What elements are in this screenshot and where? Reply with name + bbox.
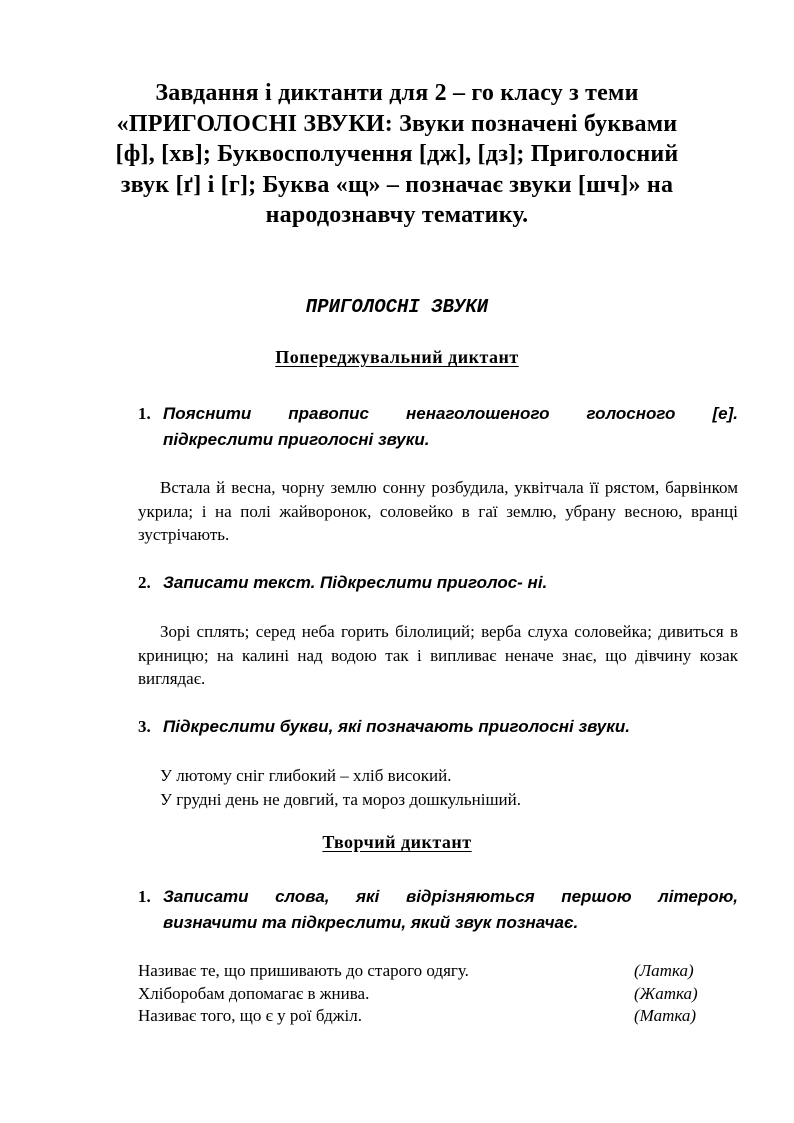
riddle-answer: (Жатка) [634,983,698,1003]
task-text-line2: визначити та підкреслити, який звук позначає. [163,913,579,932]
creative-dictation-heading-text: Творчий диктант [322,832,472,852]
riddle-row [138,1005,738,1028]
riddle-question: Називає того, що є у рої бджіл. [138,1006,362,1025]
riddle-question: Називає те, що пришивають до старого одягу. [138,961,469,980]
task-number: 2. [138,573,151,592]
riddle-row [138,960,738,983]
creative-dictation-heading [0,832,794,853]
proverbs [160,764,740,811]
task-3 [138,714,738,740]
proverb-line: У грудні день не довгий, та мороз дошкульніший. [160,789,521,809]
task-text: Підкреслити букви, які позначають приголосні звуки. [163,717,630,736]
riddle-question: Хліборобам допомагає в жнива. [138,983,370,1003]
riddle-answer: (Латка) [634,961,694,980]
dictation-heading [0,347,794,368]
riddle-answer: (Матка) [634,1006,697,1025]
task-text-line2: підкреслити приголосні звуки. [163,430,430,449]
dictation-text-1 [138,476,738,547]
dictation-heading-text: Попереджувальний диктант [275,347,519,367]
title-line: Завдання і диктанти для 2 – го класу з теми [155,80,639,106]
task-number: 3. [138,717,151,736]
dictation-text-2 [138,620,738,691]
task-text: Записати текст. Підкреслити приголос- ні. [163,573,548,592]
title-line: народознавчу тематику. [265,202,529,228]
riddle-row [138,983,738,1006]
paragraph: Встала й весна, чорну землю сонну розбудила, уквітчала її рястом, барвінком укрила; і на полі жайворонок, соловейко в гаї землю, убрану весною, вранці зустрічають. [138,478,738,544]
task-text-line1: Пояснити правопис ненаголошеного голосного [е]. [163,404,738,423]
title-line: [ф], [хв]; Буквосполучення [дж], [дз]; Приголосний [115,141,679,167]
riddle-list [138,960,738,1028]
document-title [100,78,694,231]
title-line: «ПРИГОЛОСНІ ЗВУКИ: Звуки позначені буквами [116,110,678,137]
task-2 [138,570,738,596]
task-number: 1. [138,404,151,423]
paragraph: Зорі сплять; серед неба горить білолиций; верба слуха соловейка; дивиться в криницю; на калині над водою так і випливає неначе знає, що дівчину козак виглядає. [138,622,738,688]
task-1 [138,401,738,453]
title-line: звук [ґ] і [г]; Буква «щ» – позначає звуки [шч]» на [120,171,674,198]
task-text-line1: Записати слова, які відрізняються першою літерою, [163,887,738,906]
section-title: ПРИГОЛОСНІ ЗВУКИ [305,296,489,318]
task-number: 1. [138,887,151,906]
creative-task-1 [138,884,738,936]
proverb-line: У лютому сніг глибокий – хліб високий. [160,766,452,785]
